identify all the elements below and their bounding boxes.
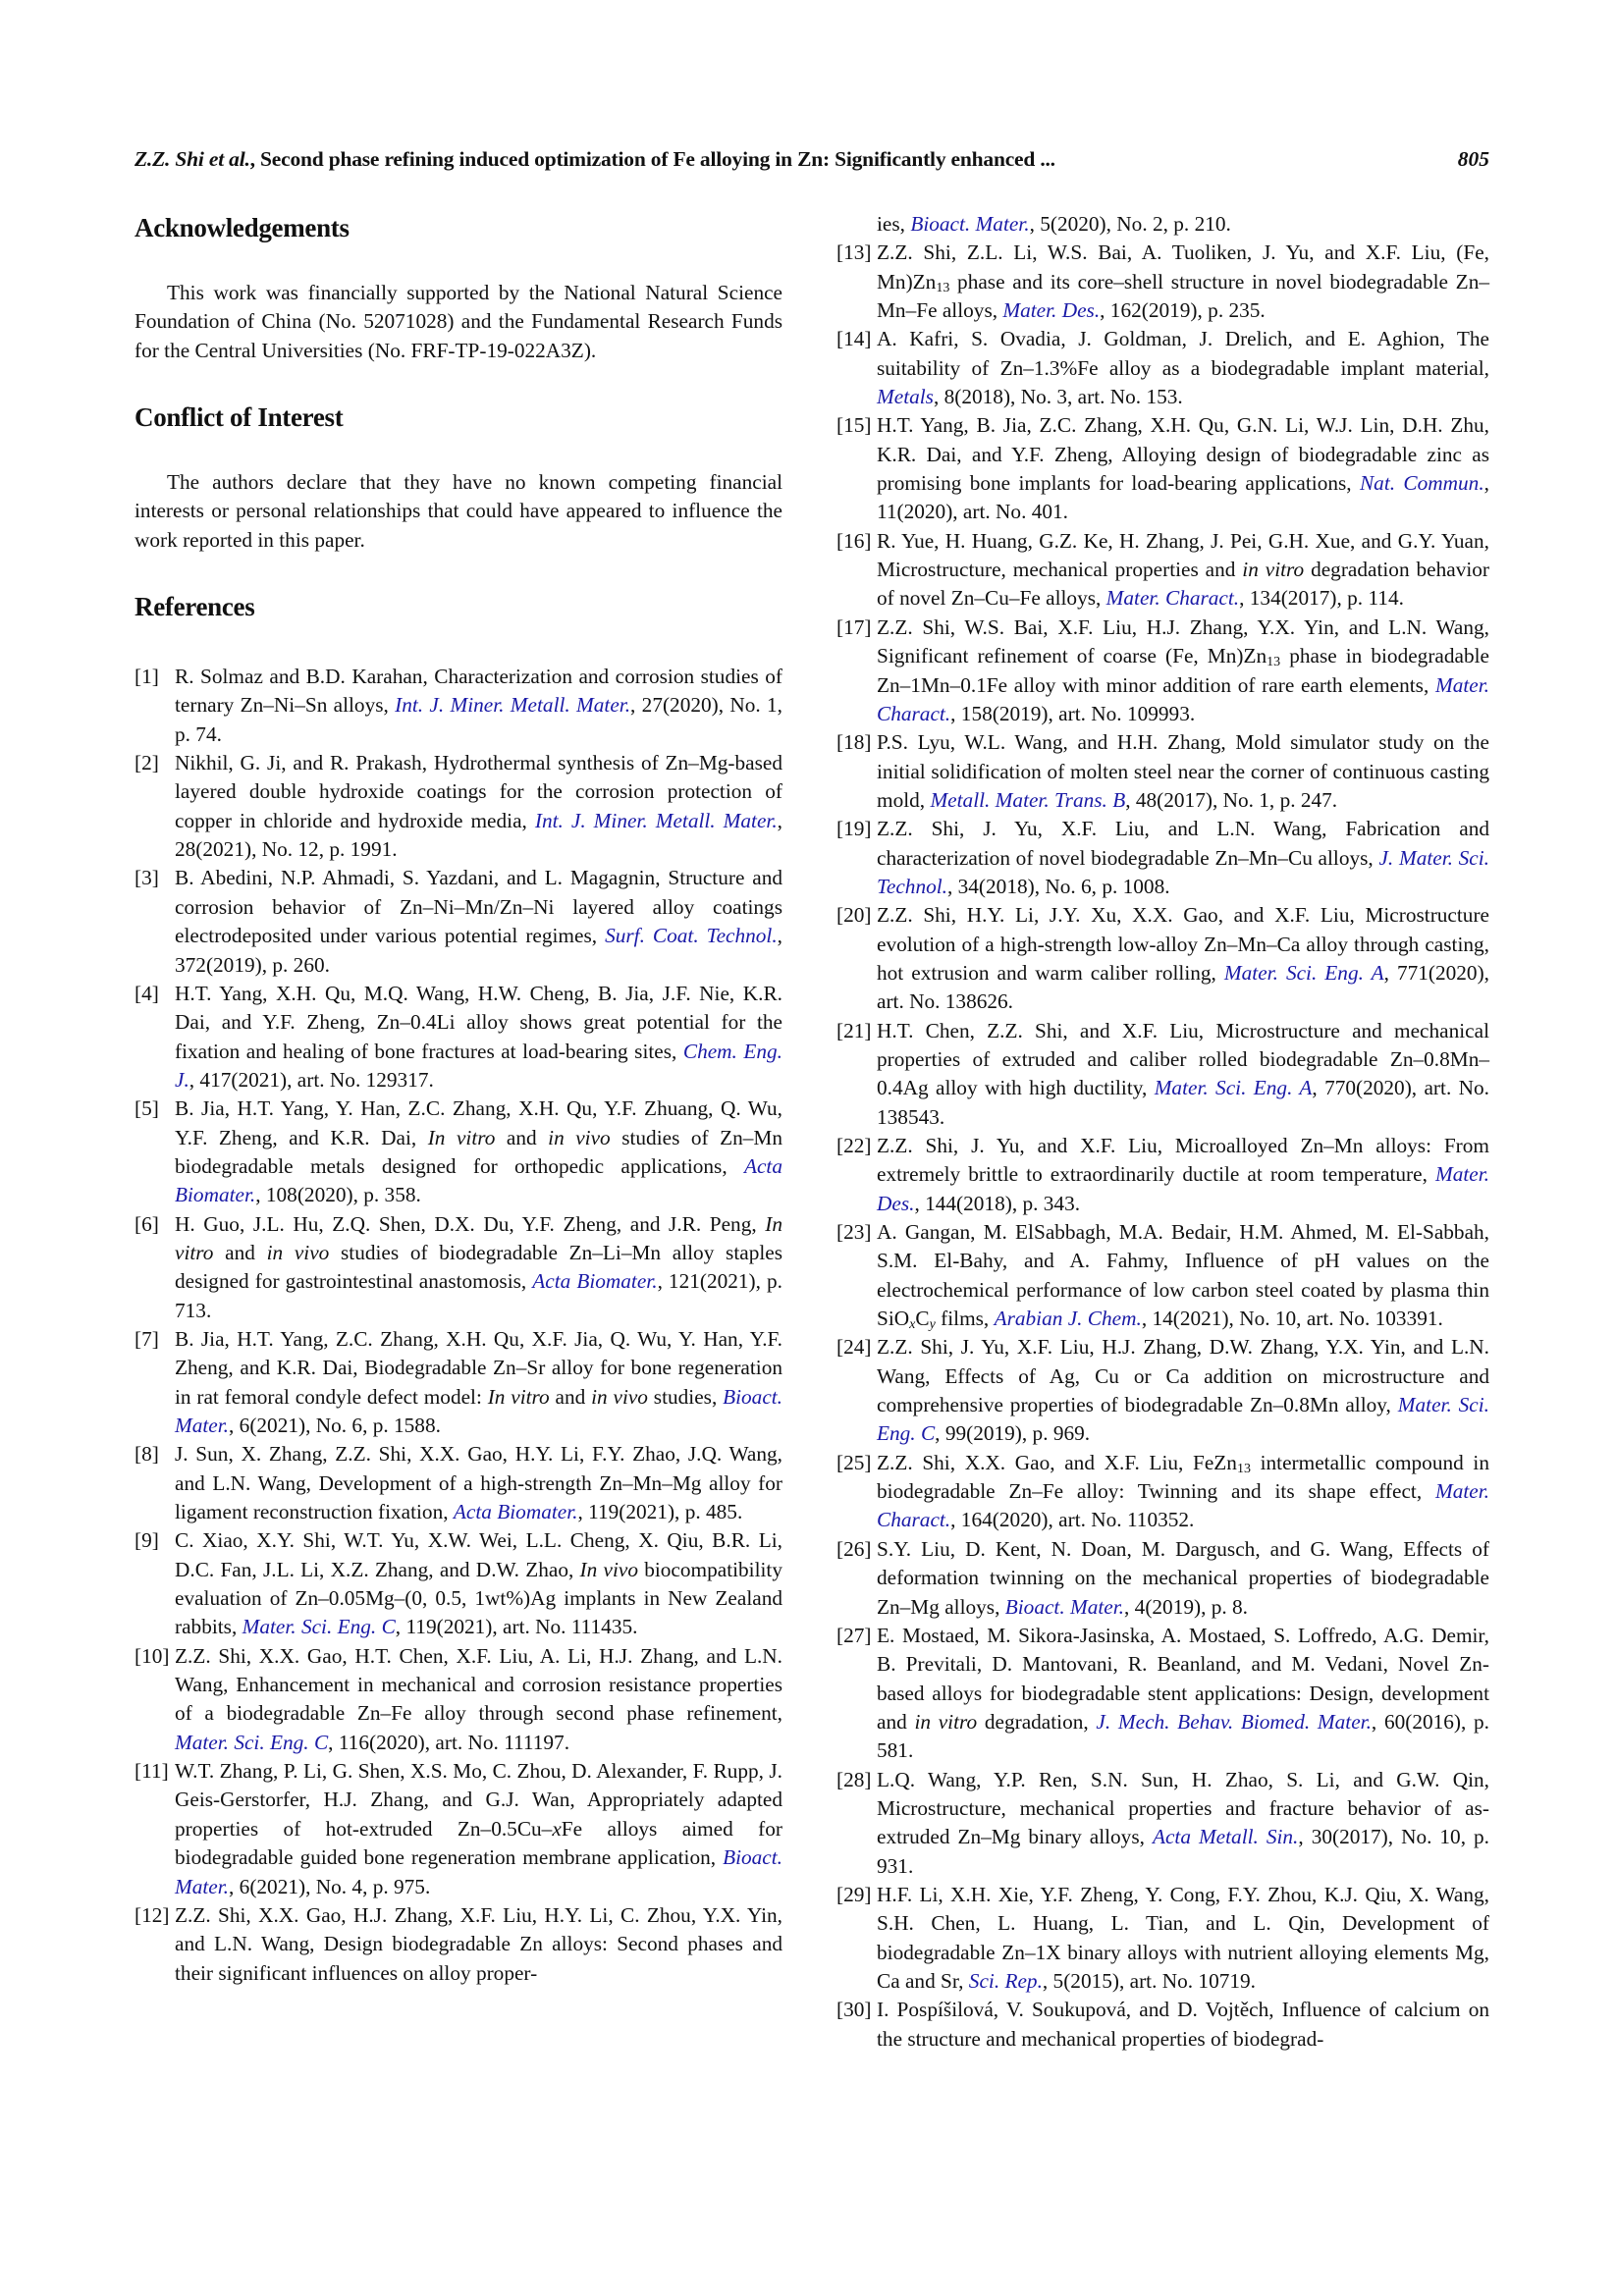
reference-text — [877, 1996, 1489, 2054]
reference-number: [18] — [836, 730, 872, 755]
reference-number: [4] — [135, 981, 159, 1005]
reference-text — [175, 1210, 782, 1325]
reference-number: [27] — [836, 1623, 872, 1647]
journal-link[interactable]: Surf. Coat. Technol. — [605, 924, 778, 948]
reference-number: [12] — [135, 1902, 170, 1927]
reference-number: [28] — [836, 1767, 872, 1791]
ref-text-run: L.Q. Wang, Y.P. Ren, S.N. Sun, H. Zhao, S. Li, and G.W. Qin, Microstructure, mechanical properties and fracture behavior of as-extruded Zn–Mg binary alloys, — [877, 1767, 1489, 1849]
ref-text-run: H.F. Li, X.H. Xie, Y.F. Zheng, Y. Cong, F.Y. Zhou, K.J. Qiu, X. Wang, S.H. Chen, L. Huang, L. Tian, and L. Qin, Development of biodegradable Zn–1X binary alloys with nutrient alloying elements Mg, Ca and Sr, — [877, 1882, 1489, 1993]
journal-link[interactable]: J. Mater. Sci. Technol. — [877, 845, 1490, 898]
ref-text-run: , 770(2020), art. No. 138543. — [877, 1076, 1489, 1129]
reference-item — [836, 527, 1489, 614]
reference-number: [15] — [836, 413, 872, 438]
ref-text-run: Z.Z. Shi, J. Yu, and X.F. Liu, Microalloyed Zn–Mn alloys: From extremely brittle to extraordinarily ductile at room temperature, — [877, 1134, 1489, 1187]
journal-link[interactable]: Mater. Sci. Eng. C — [175, 1730, 329, 1754]
italic-text: In vivo — [579, 1557, 638, 1581]
journal-link[interactable]: Mater. Charact. — [877, 672, 1489, 725]
ref-text-run: , 134(2017), p. 114. — [1239, 586, 1404, 611]
reference-text — [877, 1017, 1489, 1132]
journal-link[interactable]: Bioact. Mater. — [1004, 1594, 1125, 1619]
ref-text-run: E. Mostaed, M. Sikora-Jasinska, A. Mostaed, S. Loffredo, A.G. Demir, B. Previtali, D. Mantovani, R. Beanland, and M. Vedani, Novel Zn-based alloys for biodegradable stent applications: Design, development and — [877, 1623, 1489, 1734]
ref-text-run: , 60(2016), p. 581. — [877, 1709, 1490, 1763]
subscript: 13 — [1267, 655, 1281, 670]
ref-text-run: Z.Z. Shi, W.S. Bai, X.F. Liu, H.J. Zhang, Y.X. Yin, and L.N. Wang, Significant refinement of coarse (Fe, Mn)Zn — [877, 614, 1489, 668]
journal-link[interactable]: Arabian J. Chem. — [994, 1307, 1142, 1331]
ref-text-run: , 34(2018), No. 6, p. 1008. — [946, 874, 1170, 898]
references-heading: References — [135, 592, 255, 622]
ref-text-run: , 158(2019), art. No. 109993. — [950, 701, 1196, 725]
reference-item-continued — [836, 210, 1489, 239]
ref-text-run: , 5(2020), No. 2, p. 210. — [1029, 212, 1231, 236]
acknowledgements-heading: Acknowledgements — [135, 213, 350, 242]
ref-text-run: , 121(2021), p. 713. — [175, 1269, 782, 1322]
running-header — [135, 147, 1489, 179]
journal-link[interactable]: Metall. Mater. Trans. B — [930, 787, 1126, 812]
ref-text-run: , 8(2018), No. 3, art. No. 153. — [933, 385, 1183, 409]
ref-text-run: B. Jia, H.T. Yang, Z.C. Zhang, X.H. Qu, X.F. Jia, Q. Wu, Y. Han, Y.F. Zheng, and K.R. Dai, Biodegradable Zn–Sr alloy for bone regeneration in rat femoral condyle defect model: — [175, 1326, 782, 1409]
reference-text — [877, 1449, 1489, 1535]
ref-text-run: phase and its core–shell structure in novel biodegradable Zn–Mn–Fe alloys, — [877, 269, 1489, 323]
reference-text — [175, 1440, 782, 1526]
reference-item — [836, 1132, 1489, 1218]
ref-text-run: H.T. Chen, Z.Z. Shi, and X.F. Liu, Microstructure and mechanical properties of extruded and caliber rolled biodegradable Zn–0.8Mn–0.4Ag alloy with high ductility, — [877, 1018, 1489, 1100]
reference-text — [877, 210, 1489, 239]
reference-item — [836, 1881, 1489, 1996]
reference-item — [135, 1526, 782, 1641]
ref-text-run: intermetallic compound in biodegradable Zn–Fe alloy: Twinning and its shape effect, — [877, 1450, 1489, 1504]
reference-number: [10] — [135, 1643, 170, 1668]
ref-text-run: Nikhil, G. Ji, and R. Prakash, Hydrothermal synthesis of Zn–Mg-based layered double hydroxide coatings for the corrosion protection of copper in chloride and hydroxide media, — [175, 751, 782, 832]
italic-text: In vitro — [487, 1384, 550, 1409]
journal-link[interactable]: Acta Biomater. — [453, 1500, 578, 1524]
reference-number: [21] — [836, 1018, 872, 1042]
ref-text-run: , 30(2017), No. 10, p. 931. — [877, 1825, 1489, 1878]
reference-number: [3] — [135, 866, 159, 890]
reference-text — [877, 1132, 1489, 1218]
reference-text — [877, 614, 1489, 728]
reference-number: [16] — [836, 528, 872, 553]
ref-text-run: , 119(2021), art. No. 111435. — [395, 1615, 638, 1639]
reference-item — [135, 663, 782, 749]
journal-link[interactable]: Bioact. Mater. — [175, 1845, 782, 1898]
reference-text — [877, 1535, 1489, 1622]
ref-text-run: and — [213, 1240, 267, 1264]
reference-item — [135, 980, 782, 1095]
italic-text: In vitro — [175, 1211, 782, 1264]
reference-item — [836, 1333, 1489, 1448]
reference-text — [175, 663, 782, 749]
ref-text-run: , 4(2019), p. 8. — [1124, 1594, 1249, 1619]
reference-number: [11] — [135, 1759, 169, 1784]
reference-item — [836, 1622, 1489, 1766]
ref-text-run: , 108(2020), p. 358. — [255, 1183, 421, 1207]
reference-text — [877, 1881, 1489, 1996]
reference-item — [135, 1757, 782, 1901]
journal-link[interactable]: Acta Biomater. — [175, 1153, 782, 1207]
ref-text-run: Z.Z. Shi, X.X. Gao, H.J. Zhang, X.F. Liu, H.Y. Li, C. Zhou, Y.X. Yin, and L.N. Wang, Design biodegradable Zn alloys: Second phases and their significant influences on alloy proper- — [175, 1902, 782, 1985]
ref-text-run: , 28(2021), No. 12, p. 1991. — [175, 808, 782, 862]
ref-text-run: R. Yue, H. Huang, G.Z. Ke, H. Zhang, J. Pei, G.H. Xue, and G.Y. Yuan, Microstructure, mechanical properties and — [877, 528, 1489, 582]
ref-text-run: , 99(2019), p. 969. — [935, 1421, 1091, 1446]
journal-link[interactable]: Acta Biomater. — [532, 1269, 658, 1294]
journal-link[interactable]: Int. J. Miner. Metall. Mater. — [534, 808, 778, 832]
subscript: 13 — [936, 280, 950, 295]
reference-number: [22] — [836, 1134, 872, 1157]
ref-text-run: studies of biodegradable Zn–Li–Mn alloy staples designed for gastrointestinal anastomosis, — [175, 1240, 782, 1294]
reference-item — [135, 749, 782, 864]
reference-number: [1] — [135, 665, 159, 689]
reference-item — [836, 411, 1489, 526]
reference-item — [836, 614, 1489, 728]
journal-link[interactable]: Sci. Rep. — [968, 1968, 1043, 1993]
running-authors: Z.Z. Shi et al. — [135, 147, 250, 171]
reference-text — [877, 239, 1489, 325]
subscript: 13 — [1236, 1461, 1251, 1476]
ref-text-run: ies, — [877, 212, 911, 236]
reference-number: [13] — [836, 240, 872, 265]
ref-text-run: degradation behavior of novel Zn–Cu–Fe alloys, — [877, 558, 1489, 611]
running-title — [135, 147, 1055, 172]
reference-number: [30] — [836, 1998, 872, 2022]
reference-item — [135, 1440, 782, 1526]
subscript: x — [909, 1317, 916, 1333]
reference-text — [175, 749, 782, 864]
ref-text-run: , 119(2021), p. 485. — [577, 1500, 743, 1524]
ref-text-run: R. Solmaz and B.D. Karahan, Characterization and corrosion studies of ternary Zn–Ni–Sn alloys, — [175, 665, 782, 718]
ref-text-run: H.T. Yang, X.H. Qu, M.Q. Wang, H.W. Cheng, B. Jia, J.F. Nie, K.R. Dai, and Y.F. Zheng, Zn–0.4Li alloy shows great potential for the fixation and healing of bone fractures at load-bearing sites, — [175, 981, 782, 1063]
ref-text-run: , 116(2020), art. No. 111197. — [328, 1730, 570, 1754]
journal-link[interactable]: Acta Metall. Sin. — [1152, 1825, 1299, 1849]
reference-text — [877, 815, 1489, 901]
reference-number: [26] — [836, 1536, 872, 1561]
ref-text-run: films, — [935, 1307, 995, 1331]
ref-text-run: B. Jia, H.T. Yang, Y. Han, Z.C. Zhang, X.H. Qu, Y.F. Zhuang, Q. Wu, Y.F. Zheng, and K.R. Dai, — [175, 1096, 782, 1149]
ref-text-run: C — [915, 1307, 930, 1331]
reference-text — [175, 1325, 782, 1440]
ref-text-run: Z.Z. Shi, Z.L. Li, W.S. Bai, A. Tuoliken, J. Yu, and X.F. Liu, (Fe, Mn)Zn — [877, 240, 1489, 294]
reference-item — [836, 1218, 1489, 1333]
reference-text — [175, 1901, 782, 1988]
ref-text-run: , 27(2020), No. 1, p. 74. — [175, 693, 782, 746]
journal-link[interactable]: Bioact. Mater. — [910, 212, 1030, 236]
ref-text-run: Z.Z. Shi, X.X. Gao, and X.F. Liu, FeZn — [877, 1450, 1237, 1474]
reference-number: [25] — [836, 1450, 872, 1474]
ref-text-run: Z.Z. Shi, X.X. Gao, H.T. Chen, X.F. Liu, A. Li, H.J. Zhang, and L.N. Wang, Enhancement in mechanical and corrosion resistance properties of a biodegradable Zn–Fe alloy through second phase refinement, — [175, 1643, 782, 1726]
ref-text-run: , 164(2020), art. No. 110352. — [950, 1508, 1195, 1532]
reference-text — [877, 1622, 1489, 1766]
ref-text-run: , 6(2021), No. 4, p. 975. — [229, 1874, 431, 1898]
reference-text — [175, 864, 782, 979]
reference-text — [877, 1218, 1489, 1333]
journal-link[interactable]: Mater. Des. — [1002, 298, 1101, 323]
page-number: 805 — [1457, 147, 1489, 171]
running-paper-title: , Second phase refining induced optimization of Fe alloying in Zn: Significantly enhanced ... — [249, 147, 1055, 171]
ref-text-run: B. Abedini, N.P. Ahmadi, S. Yazdani, and L. Magagnin, Structure and corrosion behavior of Zn–Ni–Mn/Zn–Ni layered alloy coatings electrodeposited under various potential regimes, — [175, 866, 782, 948]
left-column — [135, 211, 782, 1988]
ref-text-run: W.T. Zhang, P. Li, G. Shen, X.S. Mo, C. Zhou, D. Alexander, F. Rupp, J. Geis-Gerstorfer, H.J. Zhang, and G.J. Wan, Appropriately adapted properties of hot-extruded Zn–0.5Cu– — [175, 1759, 782, 1841]
reference-item — [836, 239, 1489, 325]
ref-text-run: Z.Z. Shi, J. Yu, X.F. Liu, and L.N. Wang, Fabrication and characterization of novel biodegradable Zn–Mn–Cu alloys, — [877, 817, 1489, 870]
acknowledgements-text: This work was financially supported by the National Natural Science Foundation of China (No. 52071028) and the Fundamental Research Funds for the Central Universities (No. FRF-TP-19-022A3Z). — [135, 281, 782, 362]
reference-item — [836, 325, 1489, 411]
reference-text — [175, 1757, 782, 1901]
reference-number: [17] — [836, 614, 872, 639]
ref-text-run: , 11(2020), art. No. 401. — [877, 471, 1489, 524]
ref-text-run: , 771(2020), art. No. 138626. — [877, 960, 1489, 1014]
italic-text: in vitro — [1242, 558, 1305, 582]
italic-text: in vivo — [548, 1125, 611, 1149]
ref-text-run: , 144(2018), p. 343. — [914, 1191, 1081, 1215]
ref-text-run: Z.Z. Shi, J. Yu, X.F. Liu, H.J. Zhang, D.W. Zhang, Y.X. Yin, and L.N. Wang, Effects of Ag, Cu or Ca addition on microstructure and comprehensive properties of biodegradable Zn–0.8Mn alloy, — [877, 1335, 1489, 1417]
journal-link[interactable]: Metals — [877, 385, 934, 409]
journal-link[interactable]: Mater. Sci. Eng. A — [1154, 1076, 1313, 1100]
reference-number: [9] — [135, 1528, 159, 1553]
ref-text-run: and — [549, 1384, 592, 1409]
reference-item — [135, 864, 782, 979]
ref-text-run: Fe alloys aimed for biodegradable guided bone regeneration membrane application, — [175, 1816, 782, 1870]
subscript: y — [929, 1317, 936, 1333]
journal-link[interactable]: Chem. Eng. J. — [175, 1039, 782, 1092]
conflict-text: The authors declare that they have no known competing financial interests or personal relationships that could have appeared to influence the work reported in this paper. — [135, 470, 782, 552]
reference-item — [836, 1535, 1489, 1622]
ref-text-run: H.T. Yang, B. Jia, Z.C. Zhang, X.H. Qu, G.N. Li, W.J. Lin, D.H. Zhu, K.R. Dai, and Y.F. Zheng, Alloying design of biodegradable zinc as promising bone implants for load-bearing applications, — [877, 413, 1489, 496]
journal-link[interactable]: Nat. Commun. — [1359, 471, 1484, 496]
italic-text: in vivo — [266, 1240, 330, 1264]
reference-text — [877, 901, 1489, 1016]
reference-number: [20] — [836, 903, 872, 928]
reference-item — [836, 1449, 1489, 1535]
ref-text-run: biocompatibility evaluation of Zn–0.05Mg–(0, 0.5, 1wt%)Ag implants in New Zealand rabbits, — [175, 1557, 782, 1639]
reference-item — [135, 1325, 782, 1440]
journal-link[interactable]: Bioact. Mater. — [175, 1384, 783, 1437]
journal-link[interactable]: Int. J. Miner. Metall. Mater. — [395, 693, 631, 718]
italic-text: in vivo — [591, 1384, 648, 1409]
italic-text: In vitro — [427, 1125, 496, 1149]
ref-text-run: studies, — [647, 1384, 724, 1409]
ref-text-run: , 162(2019), p. 235. — [1100, 298, 1266, 323]
ref-text-run: H. Guo, J.L. Hu, Z.Q. Shen, D.X. Du, Y.F. Zheng, and J.R. Peng, — [175, 1211, 766, 1236]
reference-text — [877, 1333, 1489, 1448]
reference-item — [135, 1095, 782, 1209]
reference-number: [8] — [135, 1442, 159, 1467]
ref-text-run: A. Kafri, S. Ovadia, J. Goldman, J. Drelich, and E. Aghion, The suitability of Zn–1.3%Fe alloy as a biodegradable implant material, — [877, 327, 1489, 380]
reference-text — [877, 1766, 1489, 1881]
reference-text — [877, 527, 1489, 614]
journal-link[interactable]: Mater. Sci. Eng. C — [242, 1615, 396, 1639]
ref-text-run: Z.Z. Shi, H.Y. Li, J.Y. Xu, X.X. Gao, and X.F. Liu, Microstructure evolution of a high-strength low-alloy Zn–Mn–Ca alloy through casting, hot extrusion and warm caliber rolling, — [877, 903, 1489, 985]
journal-link[interactable]: Mater. Charact. — [877, 1479, 1489, 1532]
ref-text-run: , 372(2019), p. 260. — [175, 924, 782, 977]
journal-link[interactable]: Mater. Sci. Eng. C — [877, 1393, 1489, 1446]
italic-text: x — [552, 1816, 562, 1841]
journal-link[interactable]: Mater. Charact. — [1105, 586, 1240, 611]
reference-item — [836, 815, 1489, 901]
ref-text-run: P.S. Lyu, W.L. Wang, and H.H. Zhang, Mold simulator study on the initial solidification of molten steel near the corner of continuous casting mold, — [877, 730, 1489, 812]
journal-link[interactable]: Mater. Sci. Eng. A — [1223, 960, 1384, 985]
ref-text-run: degradation, — [977, 1709, 1097, 1734]
right-column — [836, 210, 1489, 2054]
reference-item — [135, 1901, 782, 1988]
reference-item — [836, 901, 1489, 1016]
conflict-heading: Conflict of Interest — [135, 402, 344, 433]
reference-number: [2] — [135, 751, 159, 775]
journal-link[interactable]: Mater. Des. — [877, 1162, 1489, 1215]
reference-item — [836, 1996, 1489, 2054]
reference-text — [877, 411, 1489, 526]
ref-text-run: studies of Zn–Mn biodegradable metals designed for orthopedic applications, — [175, 1125, 782, 1178]
ref-text-run: and — [495, 1125, 549, 1149]
reference-item — [135, 1642, 782, 1757]
reference-list-left — [135, 663, 782, 1988]
ref-text-run: C. Xiao, X.Y. Shi, W.T. Yu, X.W. Wei, L.L. Cheng, X. Qiu, B.R. Li, D.C. Fan, J.L. Li, X.Z. Zhang, and D.W. Zhao, — [175, 1528, 782, 1581]
ref-text-run: , 5(2015), art. No. 10719. — [1042, 1968, 1256, 1993]
ref-text-run: , 6(2021), No. 6, p. 1588. — [229, 1414, 441, 1437]
reference-number: [23] — [836, 1220, 872, 1245]
ref-text-run: S.Y. Liu, D. Kent, N. Doan, M. Dargusch, and G. Wang, Effects of deformation twinning on the mechanical properties of biodegradable Zn–Mg alloys, — [877, 1536, 1489, 1619]
journal-link[interactable]: J. Mech. Behav. Biomed. Mater. — [1096, 1709, 1372, 1734]
reference-text — [175, 1526, 782, 1641]
reference-text — [175, 1095, 782, 1209]
reference-text — [175, 980, 782, 1095]
ref-text-run: J. Sun, X. Zhang, Z.Z. Shi, X.X. Gao, H.Y. Li, F.Y. Zhao, J.Q. Wang, and L.N. Wang, Development of a high-strength Zn–Mn–Mg alloy for ligament reconstruction fixation, — [175, 1442, 782, 1524]
reference-number: [6] — [135, 1211, 159, 1236]
ref-text-run: phase in biodegradable Zn–1Mn–0.1Fe alloy with minor addition of rare earth elements, — [877, 644, 1489, 697]
ref-text-run: A. Gangan, M. ElSabbagh, M.A. Bedair, H.M. Ahmed, M. El-Sabbah, S.M. El-Bahy, and A. Fahmy, Influence of pH values on the electrochemical performance of low carbon steel coated by plasma thin SiO — [877, 1220, 1489, 1331]
ref-text-run: I. Pospíšilová, V. Soukupová, and D. Vojtěch, Influence of calcium on the structure and mechanical properties of biodegrad- — [877, 1998, 1489, 2051]
reference-item — [836, 1766, 1489, 1881]
ref-text-run: , 417(2021), art. No. 129317. — [189, 1067, 434, 1092]
reference-number: [7] — [135, 1326, 159, 1351]
ref-text-run: , 48(2017), No. 1, p. 247. — [1125, 787, 1338, 812]
reference-number: [19] — [836, 817, 872, 841]
reference-item — [836, 728, 1489, 815]
italic-text: in vitro — [914, 1709, 978, 1734]
reference-list-right — [836, 210, 1489, 2054]
reference-text — [877, 728, 1489, 815]
reference-text — [877, 325, 1489, 411]
reference-item — [135, 1210, 782, 1325]
reference-text — [175, 1642, 782, 1757]
reference-number: [24] — [836, 1335, 872, 1360]
reference-number: [14] — [836, 327, 872, 351]
ref-text-run: , 14(2021), No. 10, art. No. 103391. — [1141, 1307, 1443, 1331]
reference-number: [29] — [836, 1882, 872, 1906]
reference-item — [836, 1017, 1489, 1132]
reference-number: [5] — [135, 1096, 159, 1121]
